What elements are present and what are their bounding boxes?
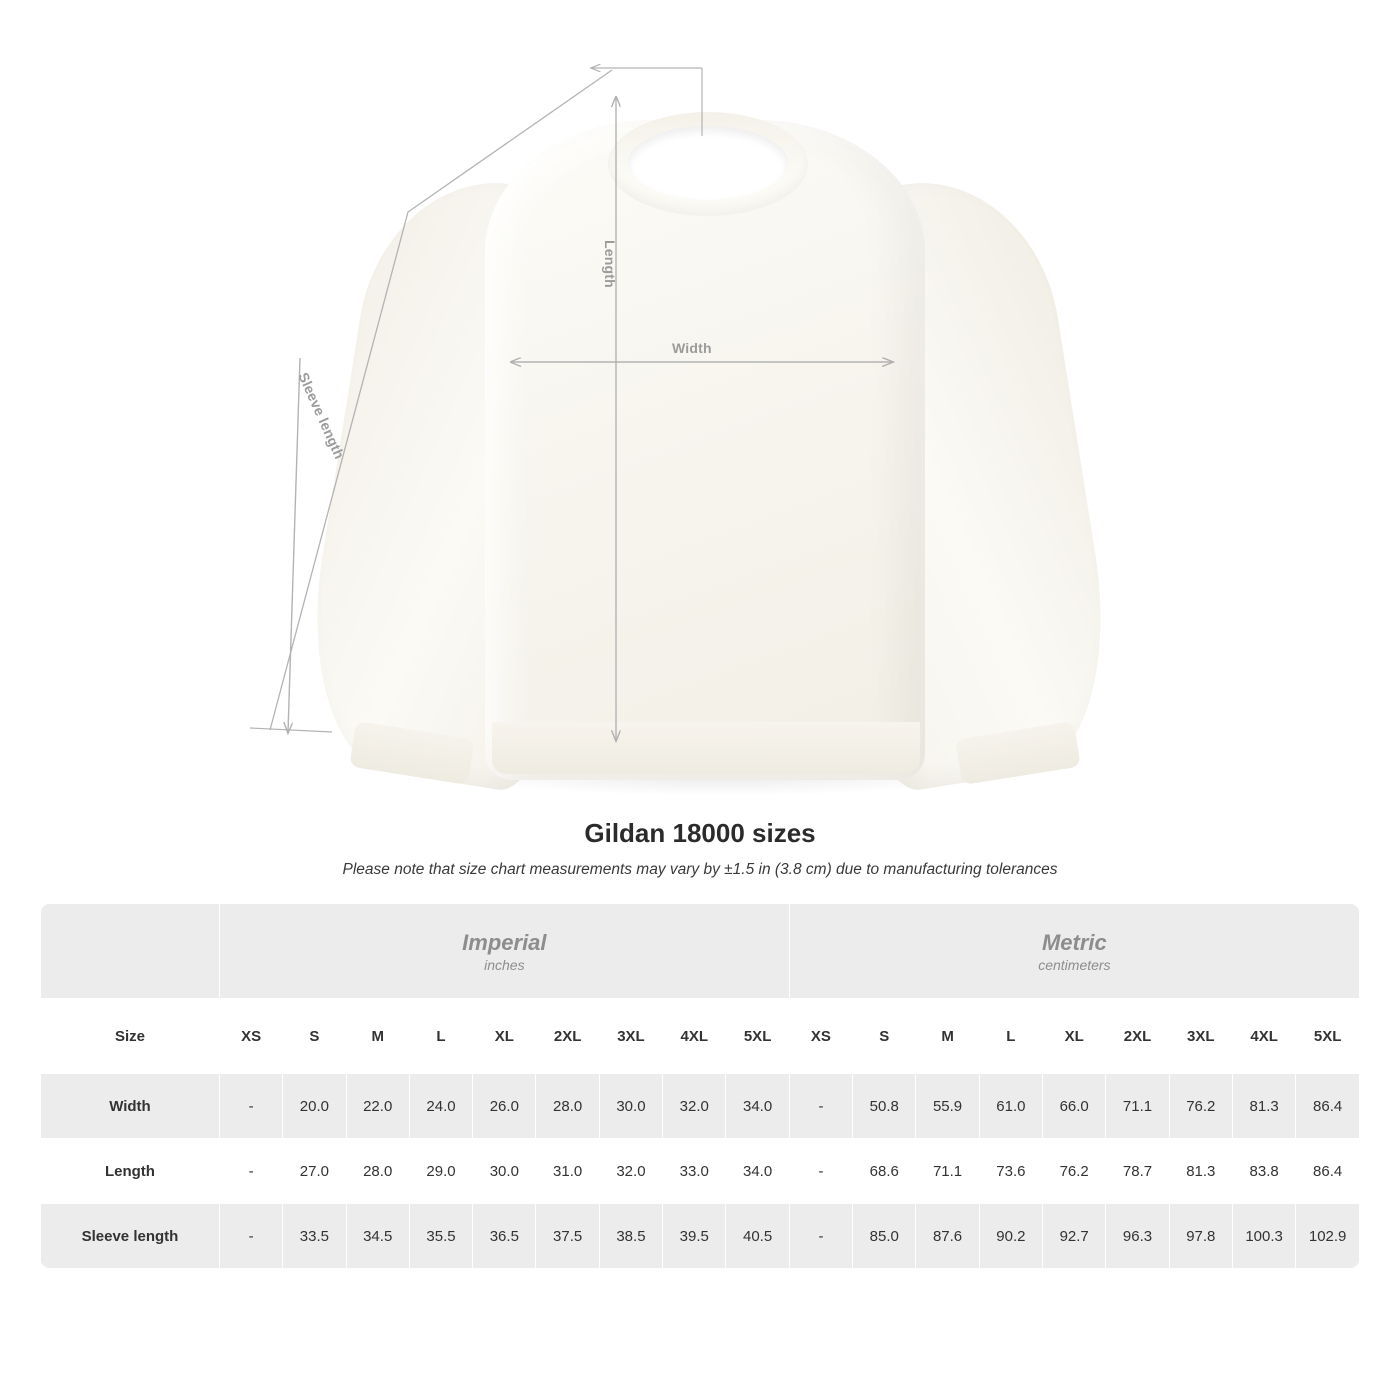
header-imperial-2xl: 2XL: [536, 999, 599, 1074]
sleeve-metric-5xl: 102.9: [1296, 1204, 1360, 1269]
header-metric-s: S: [853, 999, 916, 1074]
metric-unit: centimeters: [1038, 956, 1111, 973]
length-imperial-l: 29.0: [409, 1139, 472, 1204]
header-metric-5xl: 5XL: [1296, 999, 1360, 1074]
length-metric-5xl: 86.4: [1296, 1139, 1360, 1204]
header-imperial-4xl: 4XL: [663, 999, 726, 1074]
header-metric-l: L: [979, 999, 1042, 1074]
table-row: [41, 1139, 1360, 1204]
width-metric-3xl: 76.2: [1169, 1074, 1232, 1139]
tolerance-note: Please note that size chart measurements may vary by ±1.5 in (3.8 cm) due to manufacturing tolerances: [342, 861, 1058, 878]
sleeve-metric-3xl: 97.8: [1169, 1204, 1232, 1269]
length-metric-xs: -: [789, 1139, 852, 1204]
header-metric-xs: XS: [789, 999, 852, 1074]
length-label: Length: [602, 240, 618, 288]
width-metric-l: 61.0: [979, 1074, 1042, 1139]
sleeve-metric-xl: 92.7: [1043, 1204, 1106, 1269]
row-label-width: Width: [41, 1074, 220, 1139]
title-block: [0, 818, 1400, 879]
size-header-cell: Size: [41, 999, 220, 1074]
length-metric-4xl: 83.8: [1232, 1139, 1295, 1204]
sleeve-length-label: Sleeve length: [295, 370, 348, 462]
sleeve-metric-xs: -: [789, 1204, 852, 1269]
row-label-length: Length: [41, 1139, 220, 1204]
width-label: Width: [672, 340, 712, 356]
sleeve-imperial-2xl: 37.5: [536, 1204, 599, 1269]
width-metric-s: 50.8: [853, 1074, 916, 1139]
sleeve-imperial-5xl: 40.5: [726, 1204, 789, 1269]
length-imperial-m: 28.0: [346, 1139, 409, 1204]
size-header-row: [41, 999, 1360, 1074]
width-imperial-3xl: 30.0: [599, 1074, 662, 1139]
header-metric-xl: XL: [1043, 999, 1106, 1074]
sleeve-imperial-xl: 36.5: [473, 1204, 536, 1269]
width-imperial-s: 20.0: [283, 1074, 346, 1139]
header-imperial-m: M: [346, 999, 409, 1074]
imperial-system-cell: [219, 904, 789, 999]
length-metric-l: 73.6: [979, 1139, 1042, 1204]
width-imperial-5xl: 34.0: [726, 1074, 789, 1139]
width-imperial-xl: 26.0: [473, 1074, 536, 1139]
page-title: Gildan 18000 sizes: [584, 818, 816, 848]
table-row: [41, 1204, 1360, 1269]
width-imperial-2xl: 28.0: [536, 1074, 599, 1139]
header-imperial-s: S: [283, 999, 346, 1074]
width-metric-m: 55.9: [916, 1074, 979, 1139]
sleeve-imperial-l: 35.5: [409, 1204, 472, 1269]
sleeve-imperial-s: 33.5: [283, 1204, 346, 1269]
width-metric-xs: -: [789, 1074, 852, 1139]
header-imperial-3xl: 3XL: [599, 999, 662, 1074]
width-imperial-xs: -: [219, 1074, 282, 1139]
length-metric-s: 68.6: [853, 1139, 916, 1204]
imperial-unit: inches: [484, 956, 525, 973]
metric-label: Metric: [1041, 930, 1107, 956]
header-imperial-5xl: 5XL: [726, 999, 789, 1074]
sleeve-imperial-3xl: 38.5: [599, 1204, 662, 1269]
length-imperial-2xl: 31.0: [536, 1139, 599, 1204]
sleeve-metric-s: 85.0: [853, 1204, 916, 1269]
width-metric-5xl: 86.4: [1296, 1074, 1360, 1139]
sleeve-metric-4xl: 100.3: [1232, 1204, 1295, 1269]
header-imperial-xl: XL: [473, 999, 536, 1074]
sleeve-imperial-4xl: 39.5: [663, 1204, 726, 1269]
size-table-container: [40, 903, 1360, 1269]
sleeve-imperial-m: 34.5: [346, 1204, 409, 1269]
width-imperial-m: 22.0: [346, 1074, 409, 1139]
unit-system-header-row: [41, 904, 1360, 999]
length-imperial-xl: 30.0: [473, 1139, 536, 1204]
imperial-label: Imperial: [462, 930, 547, 956]
table-row: [41, 1074, 1360, 1139]
length-imperial-3xl: 32.0: [599, 1139, 662, 1204]
header-imperial-l: L: [409, 999, 472, 1074]
sleeve-metric-m: 87.6: [916, 1204, 979, 1269]
size-chart-table: [40, 903, 1360, 1269]
header-metric-3xl: 3XL: [1169, 999, 1232, 1074]
width-metric-2xl: 71.1: [1106, 1074, 1169, 1139]
length-metric-3xl: 81.3: [1169, 1139, 1232, 1204]
sleeve-metric-2xl: 96.3: [1106, 1204, 1169, 1269]
length-metric-xl: 76.2: [1043, 1139, 1106, 1204]
empty-corner-cell: [41, 904, 220, 999]
length-imperial-4xl: 33.0: [663, 1139, 726, 1204]
length-imperial-xs: -: [219, 1139, 282, 1204]
header-metric-2xl: 2XL: [1106, 999, 1169, 1074]
length-metric-2xl: 78.7: [1106, 1139, 1169, 1204]
metric-system-cell: [789, 904, 1359, 999]
length-metric-m: 71.1: [916, 1139, 979, 1204]
row-label-sleeve-length: Sleeve length: [41, 1204, 220, 1269]
length-imperial-5xl: 34.0: [726, 1139, 789, 1204]
width-metric-xl: 66.0: [1043, 1074, 1106, 1139]
width-imperial-l: 24.0: [409, 1074, 472, 1139]
width-metric-4xl: 81.3: [1232, 1074, 1295, 1139]
header-metric-4xl: 4XL: [1232, 999, 1295, 1074]
sweatshirt-image: [240, 40, 1140, 780]
sleeve-metric-l: 90.2: [979, 1204, 1042, 1269]
measurement-labels: [240, 40, 1140, 780]
header-imperial-xs: XS: [219, 999, 282, 1074]
header-metric-m: M: [916, 999, 979, 1074]
width-imperial-4xl: 32.0: [663, 1074, 726, 1139]
sleeve-imperial-xs: -: [219, 1204, 282, 1269]
length-imperial-s: 27.0: [283, 1139, 346, 1204]
